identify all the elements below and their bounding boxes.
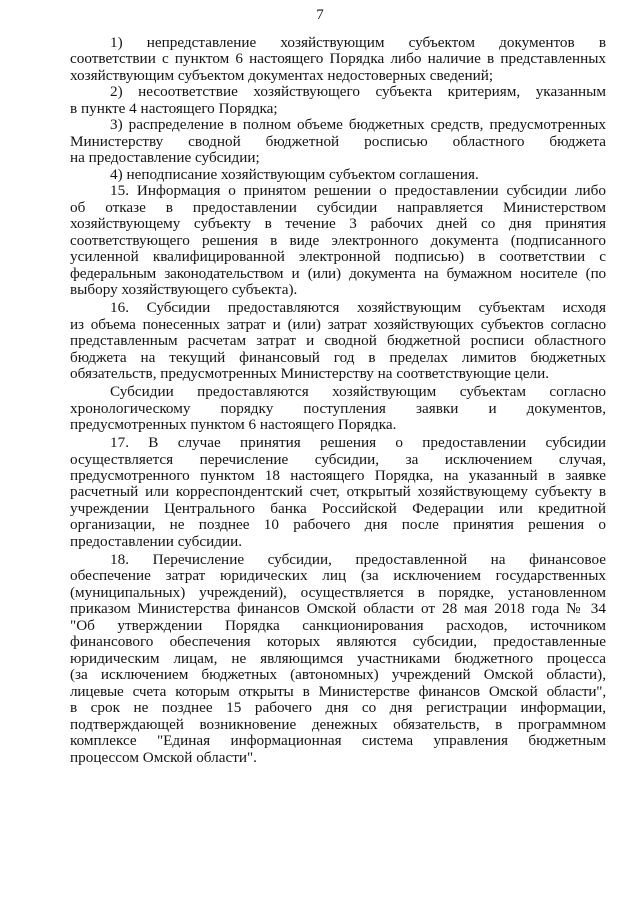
text-line: хронологическому порядку поступления заявки и документов, xyxy=(70,399,606,417)
text-line: федеральным законодательством и (или) документа на бумажном носителе (по xyxy=(70,264,606,282)
text-line: на предоставление субсидии; xyxy=(70,149,260,167)
text-line: приказом Министерства финансов Омской области от 28 мая 2018 года № 34 xyxy=(70,600,606,618)
text-line: финансового обеспечения которых являются субсидии, предоставленные xyxy=(70,633,606,651)
text-line: в пункте 4 настоящего Порядка; xyxy=(70,99,278,117)
text-line: "Об утверждении Порядка санкционирования расходов, источником xyxy=(70,616,606,634)
text-line: расчетный или корреспондентский счет, открытый хозяйствующему субъекту в xyxy=(70,483,606,501)
text-line: 4) неподписание хозяйствующим субъектом соглашения. xyxy=(110,165,479,183)
text-line: обеспечение затрат юридических лиц (за исключением государственных xyxy=(70,567,606,585)
text-line: 1) непредставление хозяйствующим субъектом документов в xyxy=(110,34,606,51)
text-line: представленным расчетам затрат и сводной бюджетной росписи областного xyxy=(70,332,606,350)
text-line: выбору хозяйствующего субъекта). xyxy=(70,281,298,299)
text-line: Министерству сводной бюджетной росписью областного бюджета xyxy=(70,132,606,150)
text-line: осуществляется перечисление субсидии, за исключением случая, xyxy=(70,450,606,468)
text-line: предусмотренного пунктом 18 настоящего Порядка, на указанный в заявке xyxy=(70,466,606,484)
text-line: обязательств, предусмотренных Министерству на соответствующие цели. xyxy=(70,364,550,382)
document-body xyxy=(70,35,606,766)
text-line: (за исключением бюджетных (автономных) учреждений Омской области), xyxy=(70,666,606,684)
text-line: 2) несоответствие хозяйствующего субъекта критериям, указанным xyxy=(110,83,606,101)
text-line: соответствующего решения в виде электронного документа (подписанного xyxy=(70,231,606,249)
text-line: лицевые счета которым открыты в Министерстве финансов Омской области", xyxy=(70,682,606,700)
text-line: организации, не позднее 10 рабочего дня после принятия решения о xyxy=(70,516,606,534)
text-line: в срок не позднее 15 рабочего дня со дня регистрации информации, xyxy=(70,699,606,717)
text-line: подтверждающей возникновение денежных обязательств, в программном xyxy=(70,715,606,733)
text-line: 18. Перечисление субсидии, предоставленной на финансовое xyxy=(110,550,606,568)
text-line: юридическим лицам, не являющимся участниками бюджетного процесса xyxy=(70,649,606,667)
text-line: усиленной квалифицированной электронной подписью) в соответствии с xyxy=(70,248,606,266)
text-line: об отказе в предоставлении субсидии направляется Министерством xyxy=(70,198,606,216)
text-line: Субсидии предоставляются хозяйствующим субъектам согласно xyxy=(110,383,606,401)
text-line: процессом Омской области". xyxy=(70,748,257,766)
page-number: 7 xyxy=(316,7,324,23)
text-line: 3) распределение в полном объеме бюджетных средств, предусмотренных xyxy=(110,116,606,134)
text-line: хозяйствующим субъектом документах недостоверных сведений; xyxy=(70,66,494,84)
text-line: 17. В случае принятия решения о предоставлении субсидии xyxy=(110,434,606,452)
text-line: (муниципальных) учреждений), осуществляется в порядке, установленном xyxy=(70,583,606,601)
text-line: 15. Информация о принятом решении о предоставлении субсидии либо xyxy=(110,182,606,200)
text-line: 16. Субсидии предоставляются хозяйствующим субъектам исходя xyxy=(110,299,606,317)
text-line: бюджета на текущий финансовый год в пределах лимитов бюджетных xyxy=(70,348,606,366)
text-line: комплексе "Единая информационная система управления бюджетным xyxy=(70,732,606,750)
text-line: предоставлении субсидии. xyxy=(70,532,243,550)
text-line: учреждении Центрального банка Российской Федерации или кредитной xyxy=(70,499,606,517)
text-line: из объема понесенных затрат и (или) затрат хозяйствующих субъектов согласно xyxy=(70,315,606,333)
text-line: хозяйствующему субъекту в течение 3 рабочих дней со дня принятия xyxy=(70,215,606,233)
text-line: предусмотренных пунктом 6 настоящего Порядка. xyxy=(70,415,397,433)
text-line: соответствии с пунктом 6 настоящего Порядка либо наличие в представленных xyxy=(70,50,606,68)
